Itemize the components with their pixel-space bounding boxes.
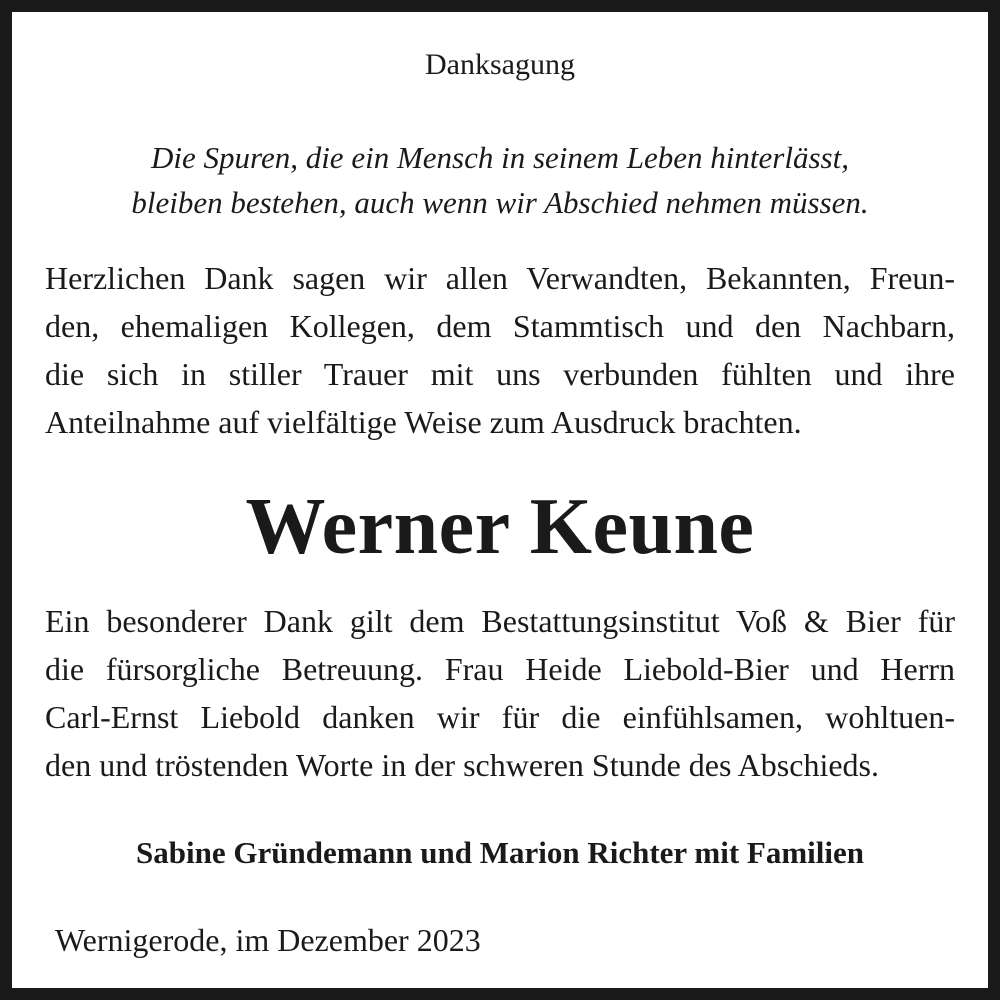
- special-thanks-paragraph: [45, 597, 955, 789]
- place-date: Wernigerode, im Dezember 2023: [55, 922, 481, 958]
- thanks-paragraph: [45, 254, 955, 446]
- paragraph-line: Ein besonderer Dank gilt dem Bestattungsinstitut Voß & Bier für: [45, 603, 955, 639]
- paragraph-line: die sich in stiller Trauer mit uns verbunden fühlten und ihre: [45, 356, 955, 392]
- paragraph-line: die fürsorgliche Betreuung. Frau Heide Liebold-Bier und Herrn: [45, 651, 955, 687]
- notice-heading: Danksagung: [425, 48, 575, 81]
- quote-line: Die Spuren, die ein Mensch in seinem Leben hinterlässt,: [151, 140, 849, 175]
- paragraph-line: den und tröstenden Worte in der schweren Stunde des Abschieds.: [45, 747, 879, 783]
- paragraph-line: Anteilnahme auf vielfältige Weise zum Ausdruck brachten.: [45, 404, 802, 440]
- signature: Sabine Gründemann und Marion Richter mit Familien: [136, 835, 864, 870]
- paragraph-line: Herzlichen Dank sagen wir allen Verwandten, Bekannten, Freun-: [45, 260, 955, 296]
- paragraph-line: den, ehemaligen Kollegen, dem Stammtisch und den Nachbarn,: [45, 308, 955, 344]
- deceased-name: Werner Keune: [245, 483, 755, 571]
- paragraph-line: Carl-Ernst Liebold danken wir für die einfühlsamen, wohltuen-: [45, 699, 955, 735]
- quote-line: bleiben bestehen, auch wenn wir Abschied nehmen müssen.: [131, 185, 869, 220]
